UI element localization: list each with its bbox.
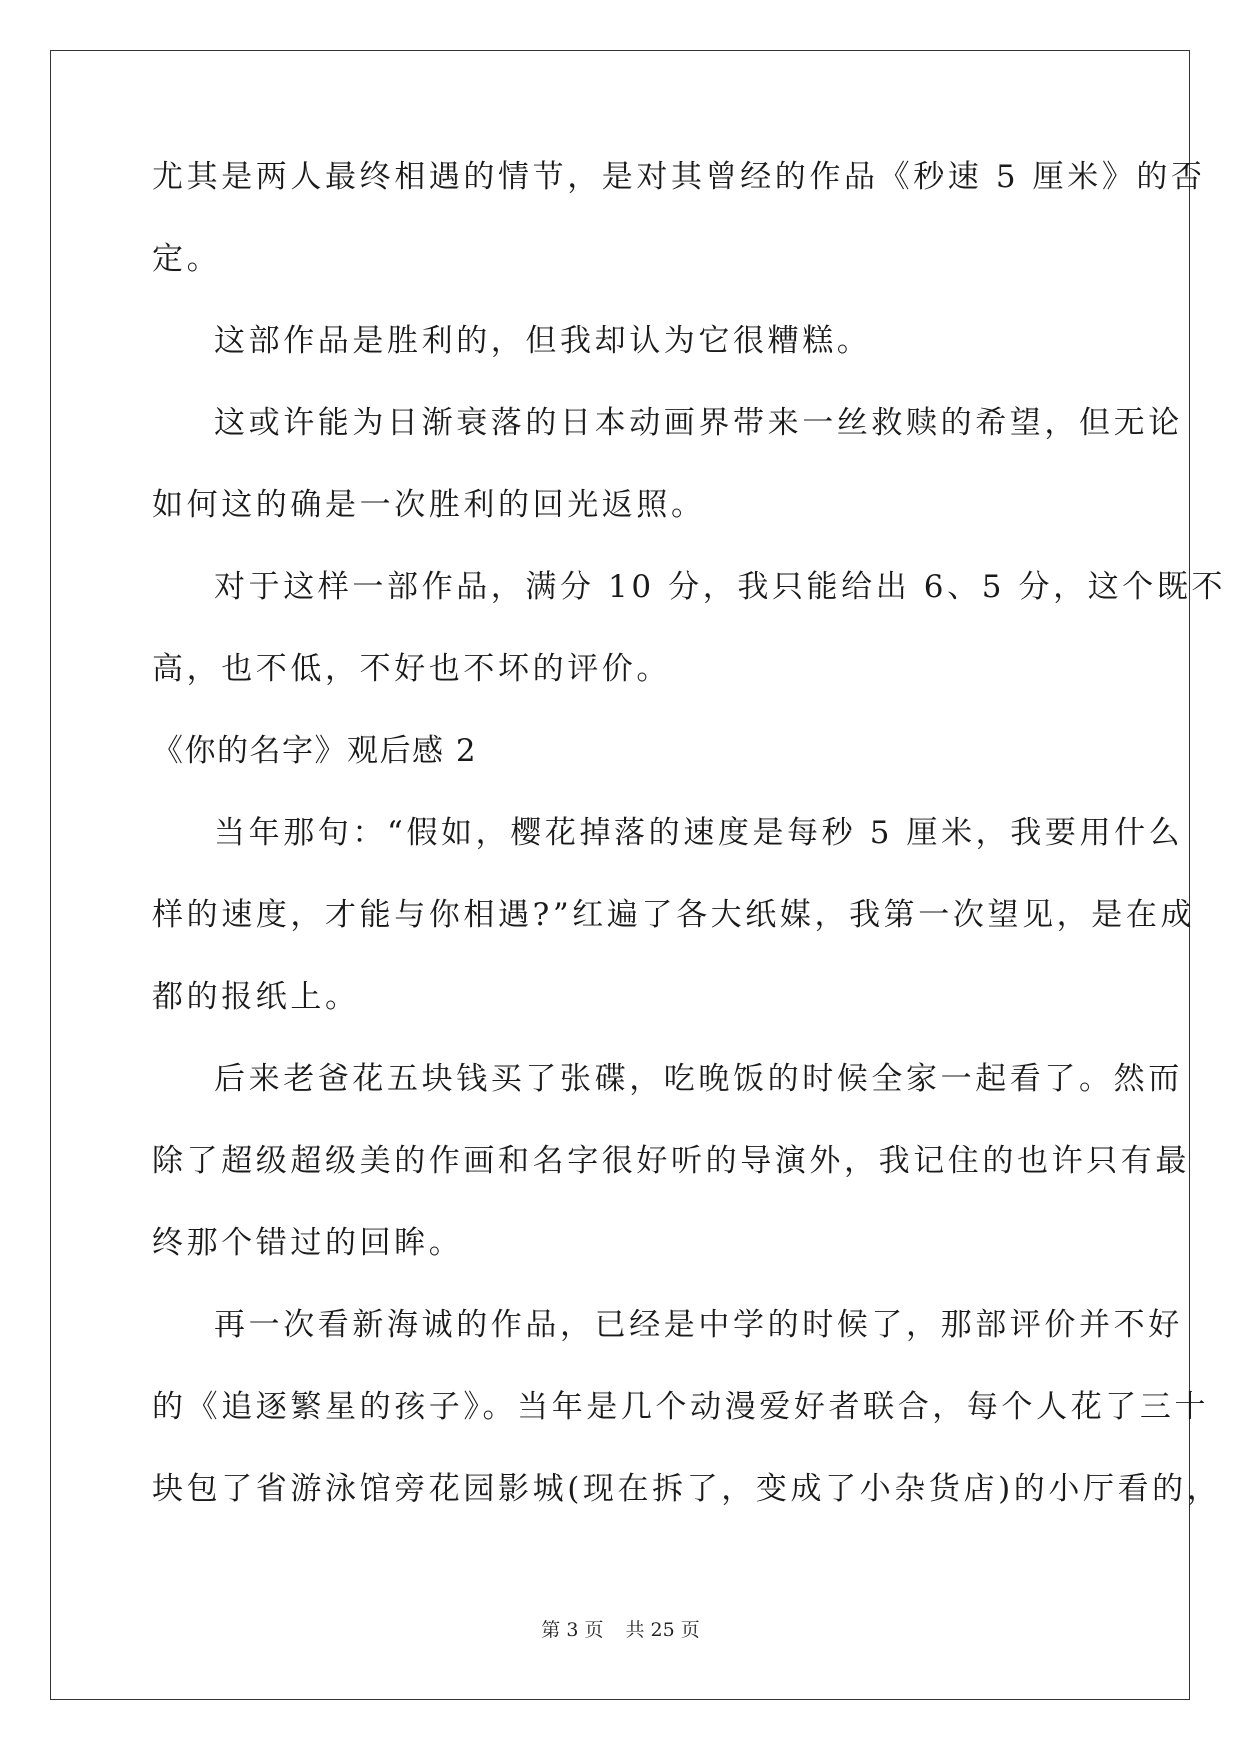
page-total: 共 25 页 (625, 1619, 700, 1641)
paragraph-first-line: 后来老爸花五块钱买了张碟，吃晚饭的时候全家一起看了。然而 (214, 1061, 1183, 1097)
text-line: 终那个错过的回眸。 (152, 1225, 464, 1261)
paragraph-first-line: 对于这样一部作品，满分 10 分，我只能给出 6、5 分，这个既不 (214, 569, 1227, 605)
paragraph-first-line: 再一次看新海诚的作品，已经是中学的时候了，那部评价并不好 (214, 1307, 1183, 1343)
text-line: 尤其是两人最终相遇的情节，是对其曾经的作品《秒速 5 厘米》的否 (152, 159, 1206, 195)
page-border (50, 50, 1227, 1700)
text-line: 块包了省游泳馆旁花园影城(现在拆了，变成了小杂货店)的小厅看的， (152, 1471, 1222, 1507)
text-line: 样的速度，才能与你相遇?”红遍了各大纸媒，我第一次望见，是在成 (152, 897, 1196, 933)
text-line: 如何这的确是一次胜利的回光返照。 (152, 487, 706, 523)
paragraph-first-line: 这部作品是胜利的，但我却认为它很糟糕。 (214, 323, 872, 359)
paragraph-first-line: 当年那句：“假如，樱花掉落的速度是每秒 5 厘米，我要用什么 (214, 815, 1184, 851)
text-line: 定。 (152, 241, 222, 277)
paragraph-first-line: 这或许能为日渐衰落的日本动画界带来一丝救赎的希望，但无论 (214, 405, 1183, 441)
page-number: 第 3 页 (541, 1619, 604, 1641)
text-line: 高，也不低，不好也不坏的评价。 (152, 651, 671, 687)
text-line: 的《追逐繁星的孩子》。当年是几个动漫爱好者联合，每个人花了三十 (152, 1389, 1210, 1425)
text-line: 除了超级超级美的作画和名字很好听的导演外，我记住的也许只有最 (152, 1143, 1190, 1179)
text-line: 都的报纸上。 (152, 979, 360, 1015)
page-footer (0, 1618, 1241, 1642)
section-heading: 《你的名字》观后感 2 (152, 733, 478, 769)
